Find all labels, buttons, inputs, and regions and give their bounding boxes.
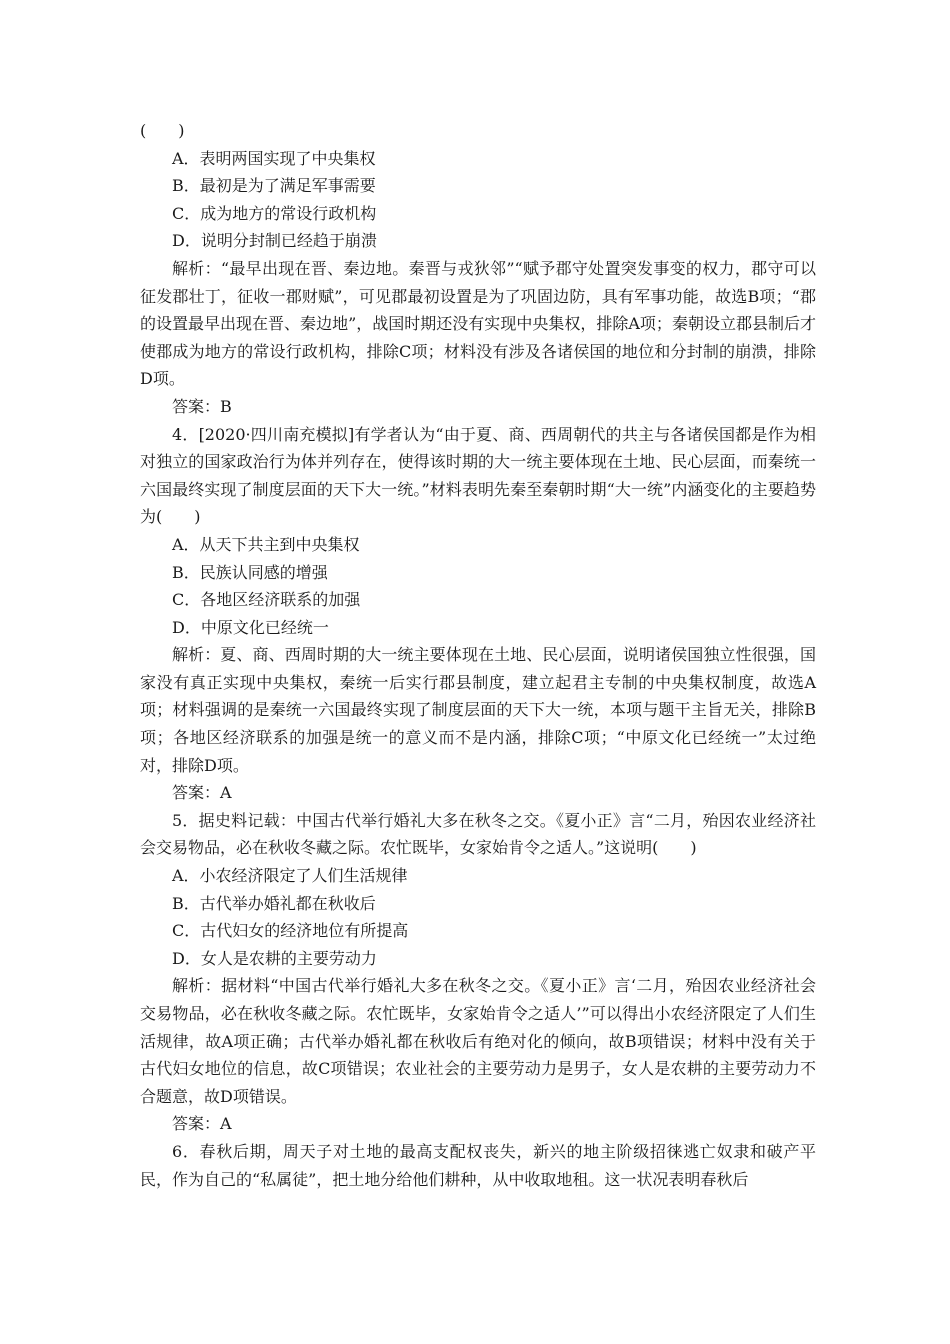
option-a: A．从天下共主到中央集权 [172, 534, 360, 554]
question-4: 4．[2020·四川南充模拟]有学者认为“由于夏、商、西周朝代的共主与各诸侯国都是作为相对独立的国家政治行为体并列存在，使得该时期的大一统主要体现在土地、民心层面，而秦统一六国最终实现了制度层面的天下大一统。”材料表明先秦至秦朝时期“大一统”内涵变化的主要趋势为( ) [140, 424, 816, 527]
answer-line: 答案：B [172, 396, 232, 416]
answer-line: 答案：A [172, 1114, 232, 1134]
option-d: D．说明分封制已经趋于崩溃 [172, 231, 377, 251]
option-c: C．成为地方的常设行政机构 [172, 203, 377, 223]
analysis-paragraph: 解析：夏、商、西周时期的大一统主要体现在土地、民心层面，说明诸侯国独立性很强，国家没有真正实现中央集权，秦统一后实行郡县制度，建立起君主专制的中央集权制度，故选A项；材料强调的是秦统一六国最终实现了制度层面的天下大一统，本项与题干主旨无关，排除B项；各地区经济联系的加强是统一的意义而不是内涵，排除C项；“中原文化已经统一”太过绝对，排除D项。 [140, 645, 816, 775]
question-5: 5．据史料记载：中国古代举行婚礼大多在秋冬之交。《夏小正》言“二月，殆因农业经济社会交易物品，必在秋收冬藏之际。农忙既毕，女家始肯令之适人。”这说明( ) [140, 810, 816, 858]
option-a: A．小农经济限定了人们生活规律 [172, 866, 408, 886]
analysis-paragraph: 解析：据材料“中国古代举行婚礼大多在秋冬之交。《夏小正》言‘二月，殆因农业经济社会交易物品，必在秋收冬藏之际。农忙既毕，女家始肯令之适人’”可以得出小农经济限定了人们生活规律，故A项正确；古代举办婚礼都在秋收后有绝对化的倾向，故B项错误；材料中没有关于古代妇女地位的信息，故C项错误；农业社会的主要劳动力是男子，女人是农耕的主要劳动力不合题意，故D项错误。 [140, 976, 816, 1106]
option-d: D．中原文化已经统一 [172, 617, 329, 637]
option-b: B．民族认同感的增强 [172, 562, 328, 582]
option-d: D．女人是农耕的主要劳动力 [172, 948, 377, 968]
option-c: C．各地区经济联系的加强 [172, 590, 361, 610]
answer-line: 答案：A [172, 783, 232, 803]
option-a: A．表明两国实现了中央集权 [172, 148, 376, 168]
option-c: C．古代妇女的经济地位有所提高 [172, 921, 409, 941]
option-b: B．最初是为了满足军事需要 [172, 176, 376, 196]
question-bracket: ( ) [140, 121, 185, 140]
question-6: 6．春秋后期，周天子对土地的最高支配权丧失，新兴的地主阶级招徕逃亡奴隶和破产平民，作为自己的“私属徒”，把土地分给他们耕种，从中收取地租。这一状况表明春秋后 [140, 1141, 816, 1189]
option-b: B．古代举办婚礼都在秋收后 [172, 893, 376, 913]
document-page [140, 117, 816, 1193]
analysis-paragraph: 解析：“最早出现在晋、秦边地。秦晋与戎狄邻”“赋予郡守处置突发事变的权力，郡守可以征发郡壮丁，征收一郡财赋”，可见郡最初设置是为了巩固边防，具有军事功能，故选B项；“郡的设置最早出现在晋、秦边地”，战国时期还没有实现中央集权，排除A项；秦朝设立郡县制后才使郡成为地方的常设行政机构，排除C项；材料没有涉及各诸侯国的地位和分封制的崩溃，排除D项。 [140, 258, 816, 389]
